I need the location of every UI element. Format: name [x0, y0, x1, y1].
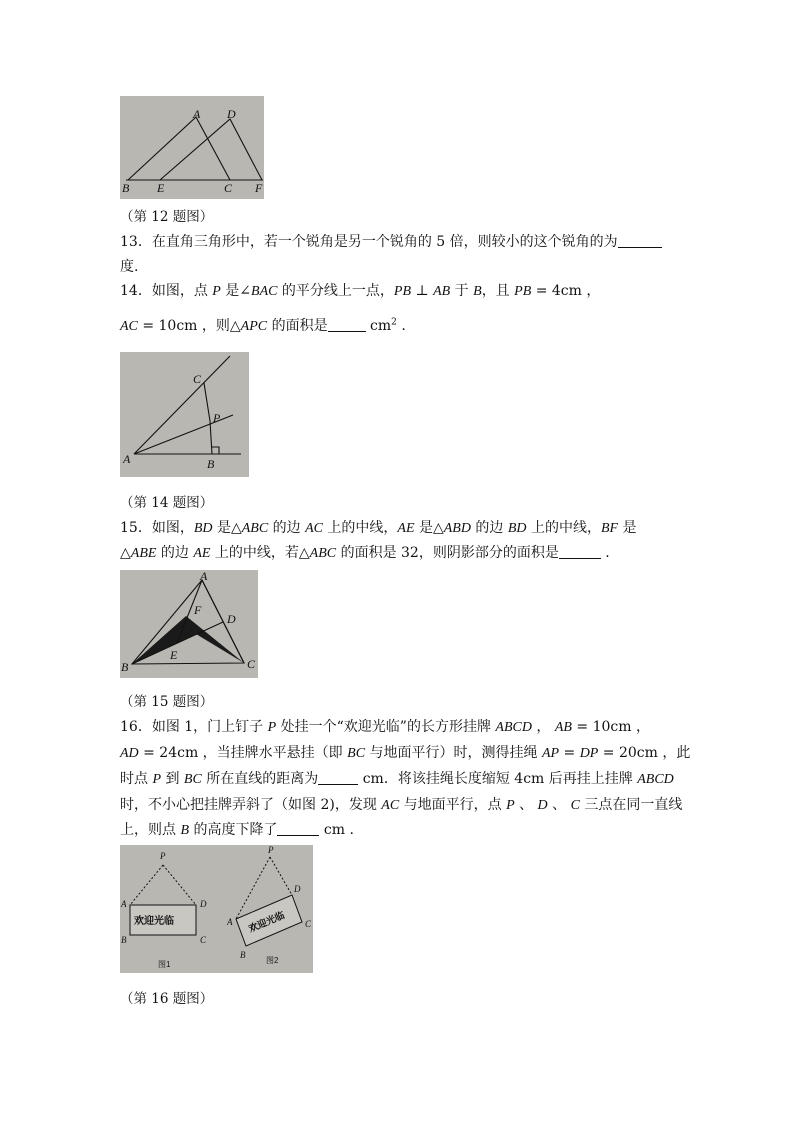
- label-a: A: [123, 452, 131, 466]
- label-c: C: [247, 657, 256, 671]
- q14-line1: 14．如图，点 P 是∠BAC 的平分线上一点，PB ⊥ AB 于 B，且 PB = 4cm ，: [120, 283, 601, 299]
- caption-fig16: （第 16 题图）: [120, 991, 214, 1007]
- q16-line2: AD = 24cm ，当挂牌水平悬挂（即 BC 与地面平行）时，测得挂绳 AP = DP = 20cm ，此: [120, 745, 691, 761]
- label-b: B: [122, 181, 130, 195]
- figure-15: [120, 570, 258, 678]
- q13-line1: [120, 231, 662, 251]
- label-a-fig2: A: [227, 917, 233, 927]
- q16-answer-blank-1[interactable]: [318, 770, 358, 785]
- q16-line4: 时，不小心把挂牌弄斜了（如图 2)，发现 AC 与地面平行，点 P 、 D 、 C 三点在同一直线: [120, 797, 683, 813]
- q13-text: 13．在直角三角形中，若一个锐角是另一个锐角的 5 倍，则较小的这个锐角的为: [120, 234, 618, 250]
- label-c-fig2: C: [305, 919, 312, 929]
- label-b: B: [121, 660, 129, 674]
- label-a: A: [200, 570, 208, 583]
- caption-fig14: （第 14 题图）: [120, 495, 214, 511]
- q14-line2: AC = 10cm ，则△APC 的面积是 $cm^2$ .: [120, 317, 406, 334]
- sign-text-fig1: 欢迎光临: [134, 916, 174, 927]
- q16-line5: 上，则点 B 的高度下降了 cm .: [120, 822, 354, 838]
- q16-line3: 时点 P 到 BC 所在直线的距离为 cm．将该挂绳长度缩短 4cm 后再挂上挂牌 ABCD: [120, 771, 674, 787]
- figure-12: [120, 96, 264, 199]
- sign-text-fig2: 欢迎光临: [247, 910, 287, 936]
- label-a: A: [193, 107, 201, 121]
- figure-14: [120, 352, 249, 477]
- q13-line2: 度.: [120, 259, 139, 275]
- q15-answer-blank[interactable]: [559, 544, 601, 559]
- fig2-label: 图2: [266, 956, 279, 965]
- label-c: C: [224, 181, 233, 195]
- label-d-fig2: D: [294, 884, 301, 894]
- label-d-fig1: D: [200, 899, 207, 909]
- label-c-fig1: C: [200, 935, 207, 945]
- label-p-fig1: P: [160, 851, 166, 861]
- label-e: E: [157, 181, 165, 195]
- label-f: F: [194, 603, 202, 617]
- figure-16: [120, 845, 313, 973]
- label-p-fig2: P: [268, 845, 274, 855]
- q16-line1: 16．如图 1，门上钉子 P 处挂一个“欢迎光临”的长方形挂牌 ABCD ， AB = 10cm ，: [120, 719, 650, 735]
- caption-fig15: （第 15 题图）: [120, 694, 214, 710]
- label-f: F: [255, 181, 263, 195]
- label-d: D: [227, 107, 236, 121]
- q14-answer-blank[interactable]: [328, 317, 366, 332]
- caption-fig12: （第 12 题图）: [120, 209, 214, 225]
- q15-line2: △ABE 的边 AE 上的中线，若△ABC 的面积是 32，则阴影部分的面积是 .: [120, 545, 610, 561]
- label-b: B: [207, 457, 215, 471]
- label-b-fig1: B: [121, 935, 127, 945]
- fig1-label: 图1: [158, 960, 171, 969]
- q13-answer-blank[interactable]: [618, 233, 662, 248]
- label-p: P: [213, 411, 221, 425]
- label-c: C: [193, 372, 202, 386]
- q15-line1: 15．如图，BD 是△ABC 的边 AC 上的中线，AE 是△ABD 的边 BD 上的中线，BF 是: [120, 520, 637, 536]
- label-a-fig1: A: [121, 899, 127, 909]
- label-d: D: [227, 612, 236, 626]
- q16-answer-blank-2[interactable]: [277, 821, 319, 836]
- label-e: E: [170, 648, 178, 662]
- label-b-fig2: B: [240, 950, 246, 960]
